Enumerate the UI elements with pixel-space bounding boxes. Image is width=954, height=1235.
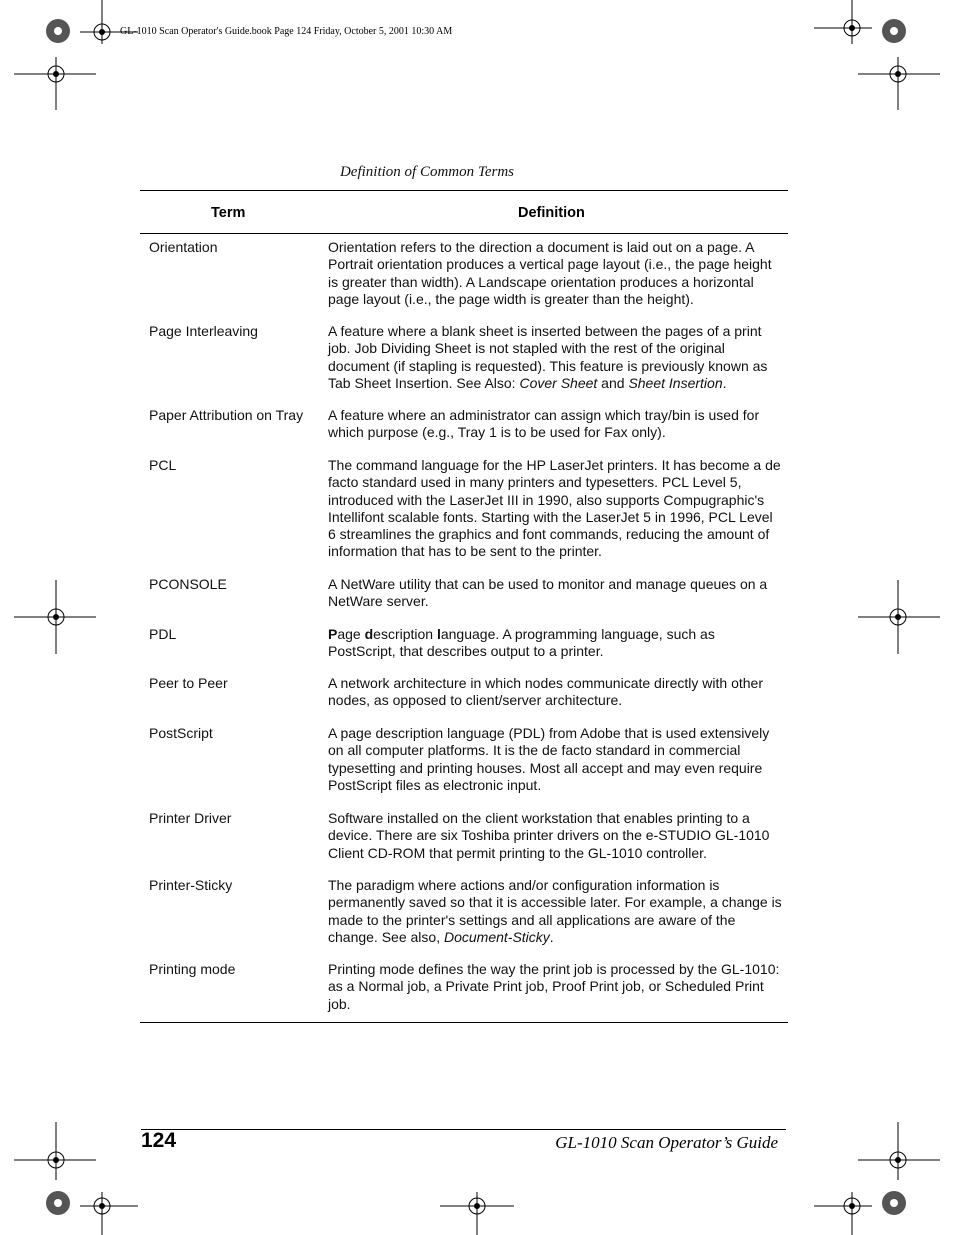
term-cell: PCL [149, 457, 177, 473]
term-cell: Page Interleaving [149, 323, 258, 339]
term-cell: Printing mode [149, 961, 236, 977]
term-cell: Orientation [149, 239, 218, 255]
cross-reference: Document-Sticky [443, 928, 550, 945]
cross-reference: Cover Sheet [519, 374, 598, 391]
print-header: GL-1010 Scan Operator's Guide.book Page 124 Friday, October 5, 2001 10:30 AM [120, 26, 453, 37]
guide-title: GL-1010 Scan Operator’s Guide [555, 1133, 778, 1152]
table-top-rule [140, 190, 788, 191]
definition-text: . [722, 374, 727, 391]
term-cell: Peer to Peer [149, 675, 228, 691]
definition-text: . [549, 928, 554, 945]
definition-text: escription [373, 626, 437, 642]
definition-cell: A page description language (PDL) from Adobe that is used extensively on all computer platforms. It is the de facto standard in commercial typesetting and printing houses. Most all accept and may even require PostScript files as electronic input. [328, 725, 770, 793]
table-caption: Definition of Common Terms [339, 164, 515, 180]
definition-cell: The command language for the HP LaserJet printers. It has become a de facto standard used in many printers and typesetters. PCL Level 5, introduced with the LaserJet III in 1990, also supports Compugraphic's Intellifont scalable fonts. Starting with the LaserJet 5 in 1996, PCL Level 6 streamlines the graphics and font commands, reducing the amount of information that has to be sent to the printer. [328, 457, 781, 560]
definition-text: and [597, 374, 629, 391]
term-cell: Printer Driver [149, 810, 232, 826]
definition-cell: A feature where an administrator can assign which tray/bin is used for which purpose (e.g., Tray 1 is to be used for Fax only). [328, 407, 760, 441]
term-cell: PDL [149, 626, 177, 642]
page-number: 124 [141, 1129, 177, 1152]
acronym-letter: P [328, 626, 338, 642]
cross-reference: Sheet Insertion [628, 374, 723, 391]
definition-text: A feature where a blank sheet is inserted between the pages of a print job. Job Dividing Sheet is not stapled with the rest of the original document (if stapling is requested). This feature is previously known as Tab Sheet Insertion. See Also: [328, 323, 768, 391]
definition-cell: A NetWare utility that can be used to monitor and manage queues on a NetWare server. [328, 576, 768, 610]
table-header-rule [140, 233, 788, 234]
definition-text: anguage. A programming language, such as PostScript, that describes output to a printer. [328, 626, 715, 660]
term-cell: Printer-Sticky [149, 877, 233, 893]
footer-rule [141, 1129, 786, 1130]
term-cell: PCONSOLE [149, 576, 227, 592]
term-cell: PostScript [149, 725, 213, 741]
definition-cell: Printing mode defines the way the print job is processed by the GL-1010: as a Normal job, a Private Print job, Proof Print job, or Scheduled Print job. [328, 961, 780, 1012]
definition-cell: Software installed on the client workstation that enables printing to a device. There are six Toshiba printer drivers on the e-STUDIO GL-1010 Client CD-ROM that permit printing to the GL-1010 controller. [328, 810, 770, 861]
column-header-definition: Definition [518, 205, 585, 221]
acronym-letter: d [364, 626, 374, 642]
definition-text: age [337, 626, 365, 642]
definition-cell: Orientation refers to the direction a document is laid out on a page. A Portrait orientation produces a vertical page layout (i.e., the page height is greater than width). A Landscape orientation produces a horizontal page layout (i.e., the page width is greater than the height). [328, 239, 772, 307]
definition-cell [328, 877, 783, 946]
term-cell: Paper Attribution on Tray [149, 407, 304, 423]
table-bottom-rule [140, 1022, 788, 1023]
definition-cell [328, 323, 783, 392]
column-header-term: Term [211, 205, 246, 221]
acronym-letter: l [436, 626, 441, 642]
definition-cell [328, 626, 783, 661]
definition-cell: A network architecture in which nodes communicate directly with other nodes, as opposed to client/server architecture. [328, 675, 763, 709]
definition-text: The paradigm where actions and/or configuration information is permanently saved so that it is accessible later. For example, a change is made to the printer's settings and all applications are aware of the change. See also, [328, 877, 782, 945]
